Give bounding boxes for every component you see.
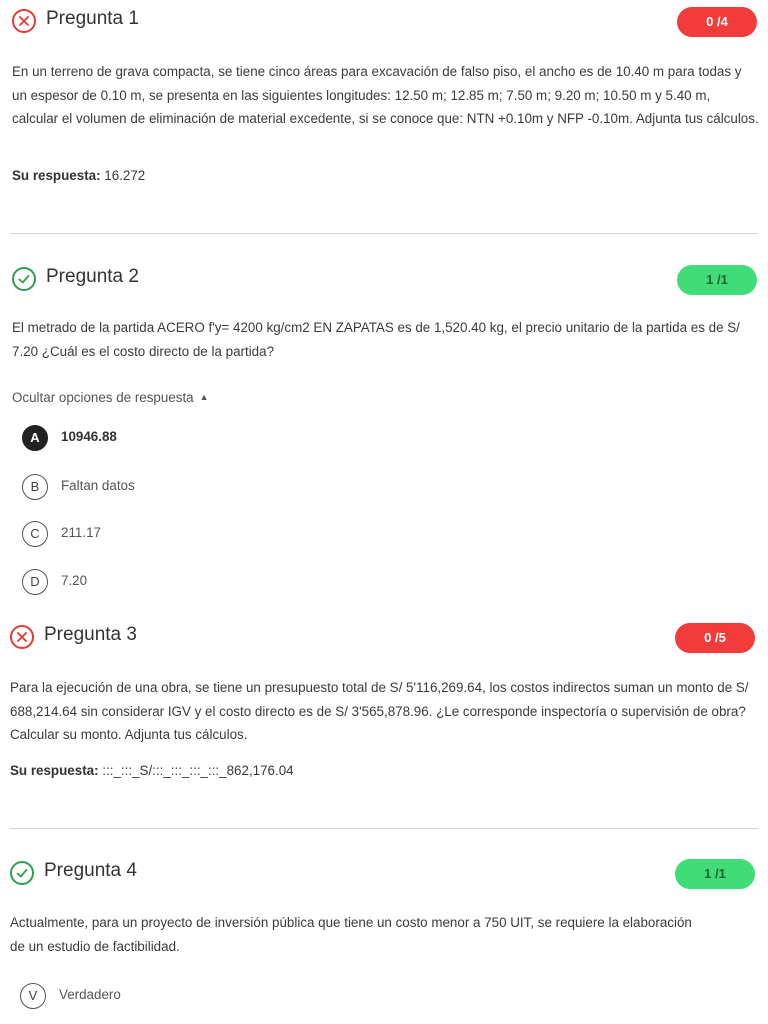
hide-answer-options-toggle[interactable] — [12, 390, 209, 405]
your-answer — [10, 763, 294, 778]
x-circle-icon — [10, 625, 34, 649]
score-badge: 1 /1 — [677, 265, 757, 295]
score-badge: 0 /4 — [677, 7, 757, 37]
your-answer-label: Su respuesta: — [10, 763, 99, 778]
question-header — [0, 623, 768, 657]
chevron-up-icon: ▲ — [199, 392, 209, 402]
question-header — [0, 265, 768, 299]
divider — [10, 828, 758, 829]
check-circle-icon — [12, 267, 36, 291]
your-answer — [12, 168, 145, 183]
question-text: Para la ejecución de una obra, se tiene un presupuesto total de S/ 5'116,269.64, los costos indirectos suman un monto de S/ 688,214.64 sin considerar IGV y el costo directo es de S/ 3'565,878.96. ¿Le corresponde inspectoría o supervisión de obra? Calcular su monto. Adjunta tus cálculos. — [10, 680, 749, 742]
option-letter: V — [20, 983, 46, 1009]
question-1 — [0, 7, 768, 41]
question-text: Actualmente, para un proyecto de inversión pública que tiene un costo menor a 750 UIT, se requiere la elaboración de un estudio de factibilidad. — [10, 915, 692, 954]
question-4 — [0, 859, 768, 893]
question-title: Pregunta 1 — [46, 8, 139, 29]
option-letter: A — [22, 425, 48, 451]
option-label: 10946.88 — [61, 429, 117, 444]
x-circle-icon — [12, 9, 36, 33]
option-label: Faltan datos — [61, 478, 135, 493]
your-answer-label: Su respuesta: — [12, 168, 101, 183]
question-header — [0, 7, 768, 41]
option-letter: C — [22, 521, 48, 547]
option-label: 7.20 — [61, 573, 88, 588]
question-title: Pregunta 4 — [44, 860, 137, 881]
question-title: Pregunta 3 — [44, 624, 137, 645]
option-letter: B — [22, 474, 48, 500]
question-title: Pregunta 2 — [46, 266, 139, 287]
your-answer-value: :::_:::_S/:::_:::_:::_:::_862,176.04 — [102, 763, 294, 778]
question-3 — [0, 623, 768, 657]
toggle-label: Ocultar opciones de respuesta — [12, 390, 194, 405]
score-badge: 1 /1 — [675, 859, 755, 889]
question-text: El metrado de la partida ACERO f'y= 4200 kg/cm2 EN ZAPATAS es de 1,520.40 kg, el precio unitario de la partida es de S/ 7.20 ¿Cuál es el costo directo de la partida? — [12, 320, 740, 359]
question-header — [0, 859, 768, 893]
question-text: En un terreno de grava compacta, se tiene cinco áreas para excavación de falso piso, el ancho es de 10.40 m para todas y un espesor de 0.10 m, se presenta en las siguientes longitudes: 12.50 m; 12.85 m; 7.50 m; 9.20 m; 10.50 m y 5.40 m, calcular el volumen de eliminación de material excedente, si se conoce que: NTN +0.10m y NFP -0.10m. Adjunta tus cálculos. — [12, 64, 759, 126]
option-letter: D — [22, 569, 48, 595]
question-2 — [0, 265, 768, 299]
your-answer-value: 16.272 — [104, 168, 146, 183]
divider — [10, 233, 758, 234]
option-label: 211.17 — [61, 525, 101, 540]
score-badge: 0 /5 — [675, 623, 755, 653]
option-label: Verdadero — [59, 987, 121, 1002]
check-circle-icon — [10, 861, 34, 885]
